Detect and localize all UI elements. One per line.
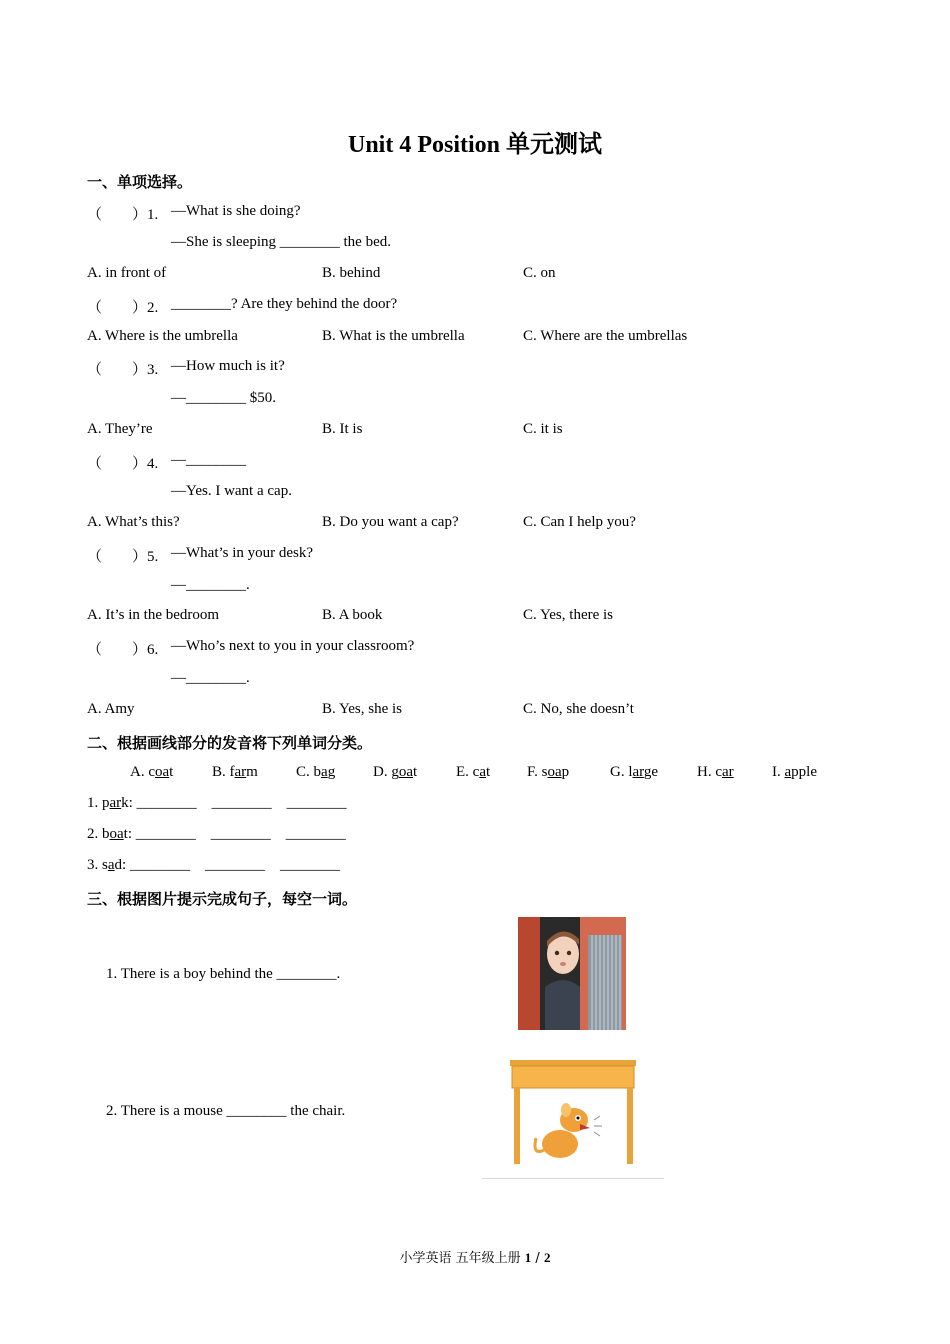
sort-row: 1. park: ________ ________ ________ bbox=[87, 795, 347, 811]
q1-line1: —What is she doing? bbox=[171, 203, 301, 219]
q4-option-b: B. Do you want a cap? bbox=[322, 514, 459, 530]
word-option: F. soap bbox=[527, 764, 570, 780]
q5-paren: （ ）5. bbox=[87, 549, 159, 565]
q3-option-a: A. They’re bbox=[87, 421, 153, 437]
q3-paren: （ ）3. bbox=[87, 362, 159, 378]
word-option: G. large bbox=[610, 764, 659, 780]
q2-line1: ________? Are they behind the door? bbox=[171, 296, 398, 312]
section-2-heading: 二、根据画线部分的发音将下列单词分类。 bbox=[87, 734, 373, 752]
word-option: H. car bbox=[697, 764, 734, 780]
sentence-2: 2. There is a mouse ________ the chair. bbox=[106, 1103, 346, 1119]
q5-option-b: B. A book bbox=[322, 607, 383, 623]
word-option: I. apple bbox=[772, 764, 817, 780]
sentence-1: 1. There is a boy behind the ________. bbox=[106, 966, 341, 982]
q3-line2: —________ $50. bbox=[171, 390, 276, 406]
section-3-heading: 三、根据图片提示完成句子，每空一词。 bbox=[87, 890, 358, 908]
sort-row: 2. boat: ________ ________ ________ bbox=[87, 826, 346, 842]
q4-line2: —Yes. I want a cap. bbox=[171, 483, 292, 499]
q6-line1: —Who’s next to you in your classroom? bbox=[171, 638, 415, 654]
q3-option-c: C. it is bbox=[523, 421, 563, 437]
q4-option-a: A. What’s this? bbox=[87, 514, 180, 530]
q1-paren: （ ）1. bbox=[87, 207, 159, 223]
q2-option-c: C. Where are the umbrellas bbox=[523, 328, 688, 344]
word-option: A. coat bbox=[130, 764, 174, 780]
image-baseline bbox=[482, 1178, 664, 1179]
page-footer: 小学英语 五年级上册 1 / 2 bbox=[399, 1250, 551, 1266]
q6-line2: —________. bbox=[171, 670, 250, 686]
section-1-heading: 一、单项选择。 bbox=[87, 173, 193, 191]
boy-behind-door-image bbox=[518, 917, 626, 1030]
q5-line2: —________. bbox=[171, 577, 250, 593]
word-option: B. farm bbox=[212, 764, 258, 780]
q5-option-c: C. Yes, there is bbox=[523, 607, 614, 623]
q2-option-b: B. What is the umbrella bbox=[322, 328, 465, 344]
q3-option-b: B. It is bbox=[322, 421, 363, 437]
page-title: Unit 4 Position 单元测试 bbox=[347, 132, 602, 158]
q1-option-c: C. on bbox=[523, 265, 556, 281]
word-option: E. cat bbox=[456, 764, 491, 780]
word-option: C. bag bbox=[296, 764, 336, 780]
q2-option-a: A. Where is the umbrella bbox=[87, 328, 238, 344]
sort-row: 3. sad: ________ ________ ________ bbox=[87, 857, 340, 873]
q4-line1: —________ bbox=[171, 452, 246, 468]
q6-option-c: C. No, she doesn’t bbox=[523, 701, 634, 717]
q6-paren: （ ）6. bbox=[87, 642, 159, 658]
q5-line1: —What’s in your desk? bbox=[171, 545, 314, 561]
q6-option-a: A. Amy bbox=[87, 701, 135, 717]
q6-option-b: B. Yes, she is bbox=[322, 701, 403, 717]
q5-option-a: A. It’s in the bedroom bbox=[87, 607, 220, 623]
q4-paren: （ ）4. bbox=[87, 456, 159, 472]
q1-line2: —She is sleeping ________ the bed. bbox=[171, 234, 391, 250]
q1-option-b: B. behind bbox=[322, 265, 381, 281]
mouse-under-desk-image bbox=[482, 1058, 664, 1178]
word-option: D. goat bbox=[373, 764, 418, 780]
q2-paren: （ ）2. bbox=[87, 300, 159, 316]
q3-line1: —How much is it? bbox=[171, 358, 285, 374]
q4-option-c: C. Can I help you? bbox=[523, 514, 636, 530]
q1-option-a: A. in front of bbox=[87, 265, 167, 281]
